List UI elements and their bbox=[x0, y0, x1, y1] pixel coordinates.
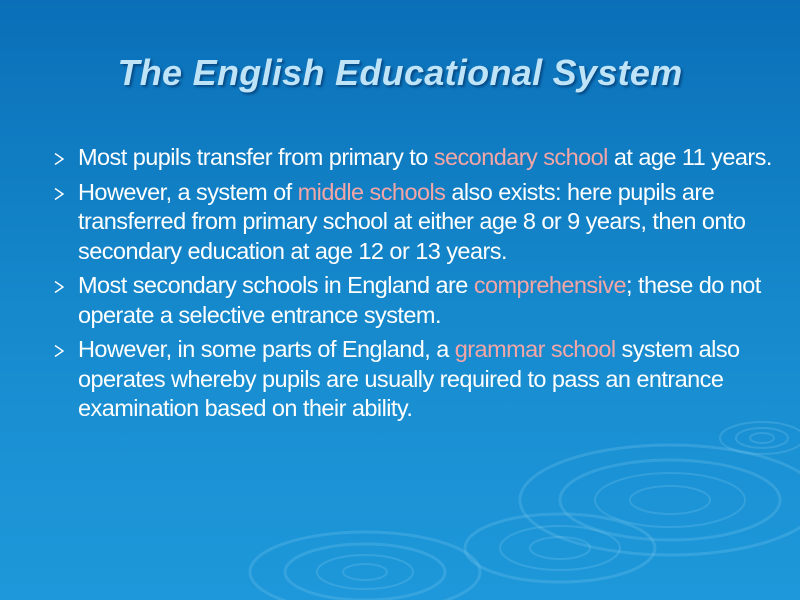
bullet-item bbox=[52, 335, 772, 424]
arrow-bullet-icon bbox=[52, 280, 66, 294]
highlighted-term: secondary school bbox=[433, 144, 608, 170]
arrow-bullet-icon bbox=[52, 187, 66, 201]
bullet-text: However, a system of bbox=[78, 178, 298, 205]
bullet-text: However, in some parts of England, a bbox=[78, 336, 455, 362]
highlighted-term: middle schools bbox=[297, 178, 446, 205]
arrow-bullet-icon bbox=[52, 152, 66, 166]
bullet-text: Most pupils transfer from primary to bbox=[78, 144, 434, 170]
arrow-bullet-icon bbox=[52, 344, 66, 358]
bullet-list bbox=[52, 143, 772, 429]
slide-title: The English Educational System bbox=[117, 52, 683, 93]
bullet-item bbox=[52, 143, 772, 173]
highlighted-term: grammar school bbox=[454, 336, 616, 362]
bullet-item bbox=[52, 178, 772, 267]
bullet-item bbox=[52, 271, 772, 330]
bullet-text: at age 11 years. bbox=[607, 144, 772, 170]
bullet-text: system also operates whereby pupils are usually required to pass an entrance examination based on their ability. bbox=[78, 336, 740, 421]
bullet-text: also exists: here pupils are transferred from primary school at either age 8 or 9 years, then onto secondary education at age 12 or 13 years. bbox=[78, 178, 746, 264]
highlighted-term: comprehensive bbox=[473, 272, 627, 298]
bullet-text: ; these do not operate a selective entrance system. bbox=[78, 272, 761, 328]
bullet-text: Most secondary schools in England are bbox=[78, 272, 474, 298]
